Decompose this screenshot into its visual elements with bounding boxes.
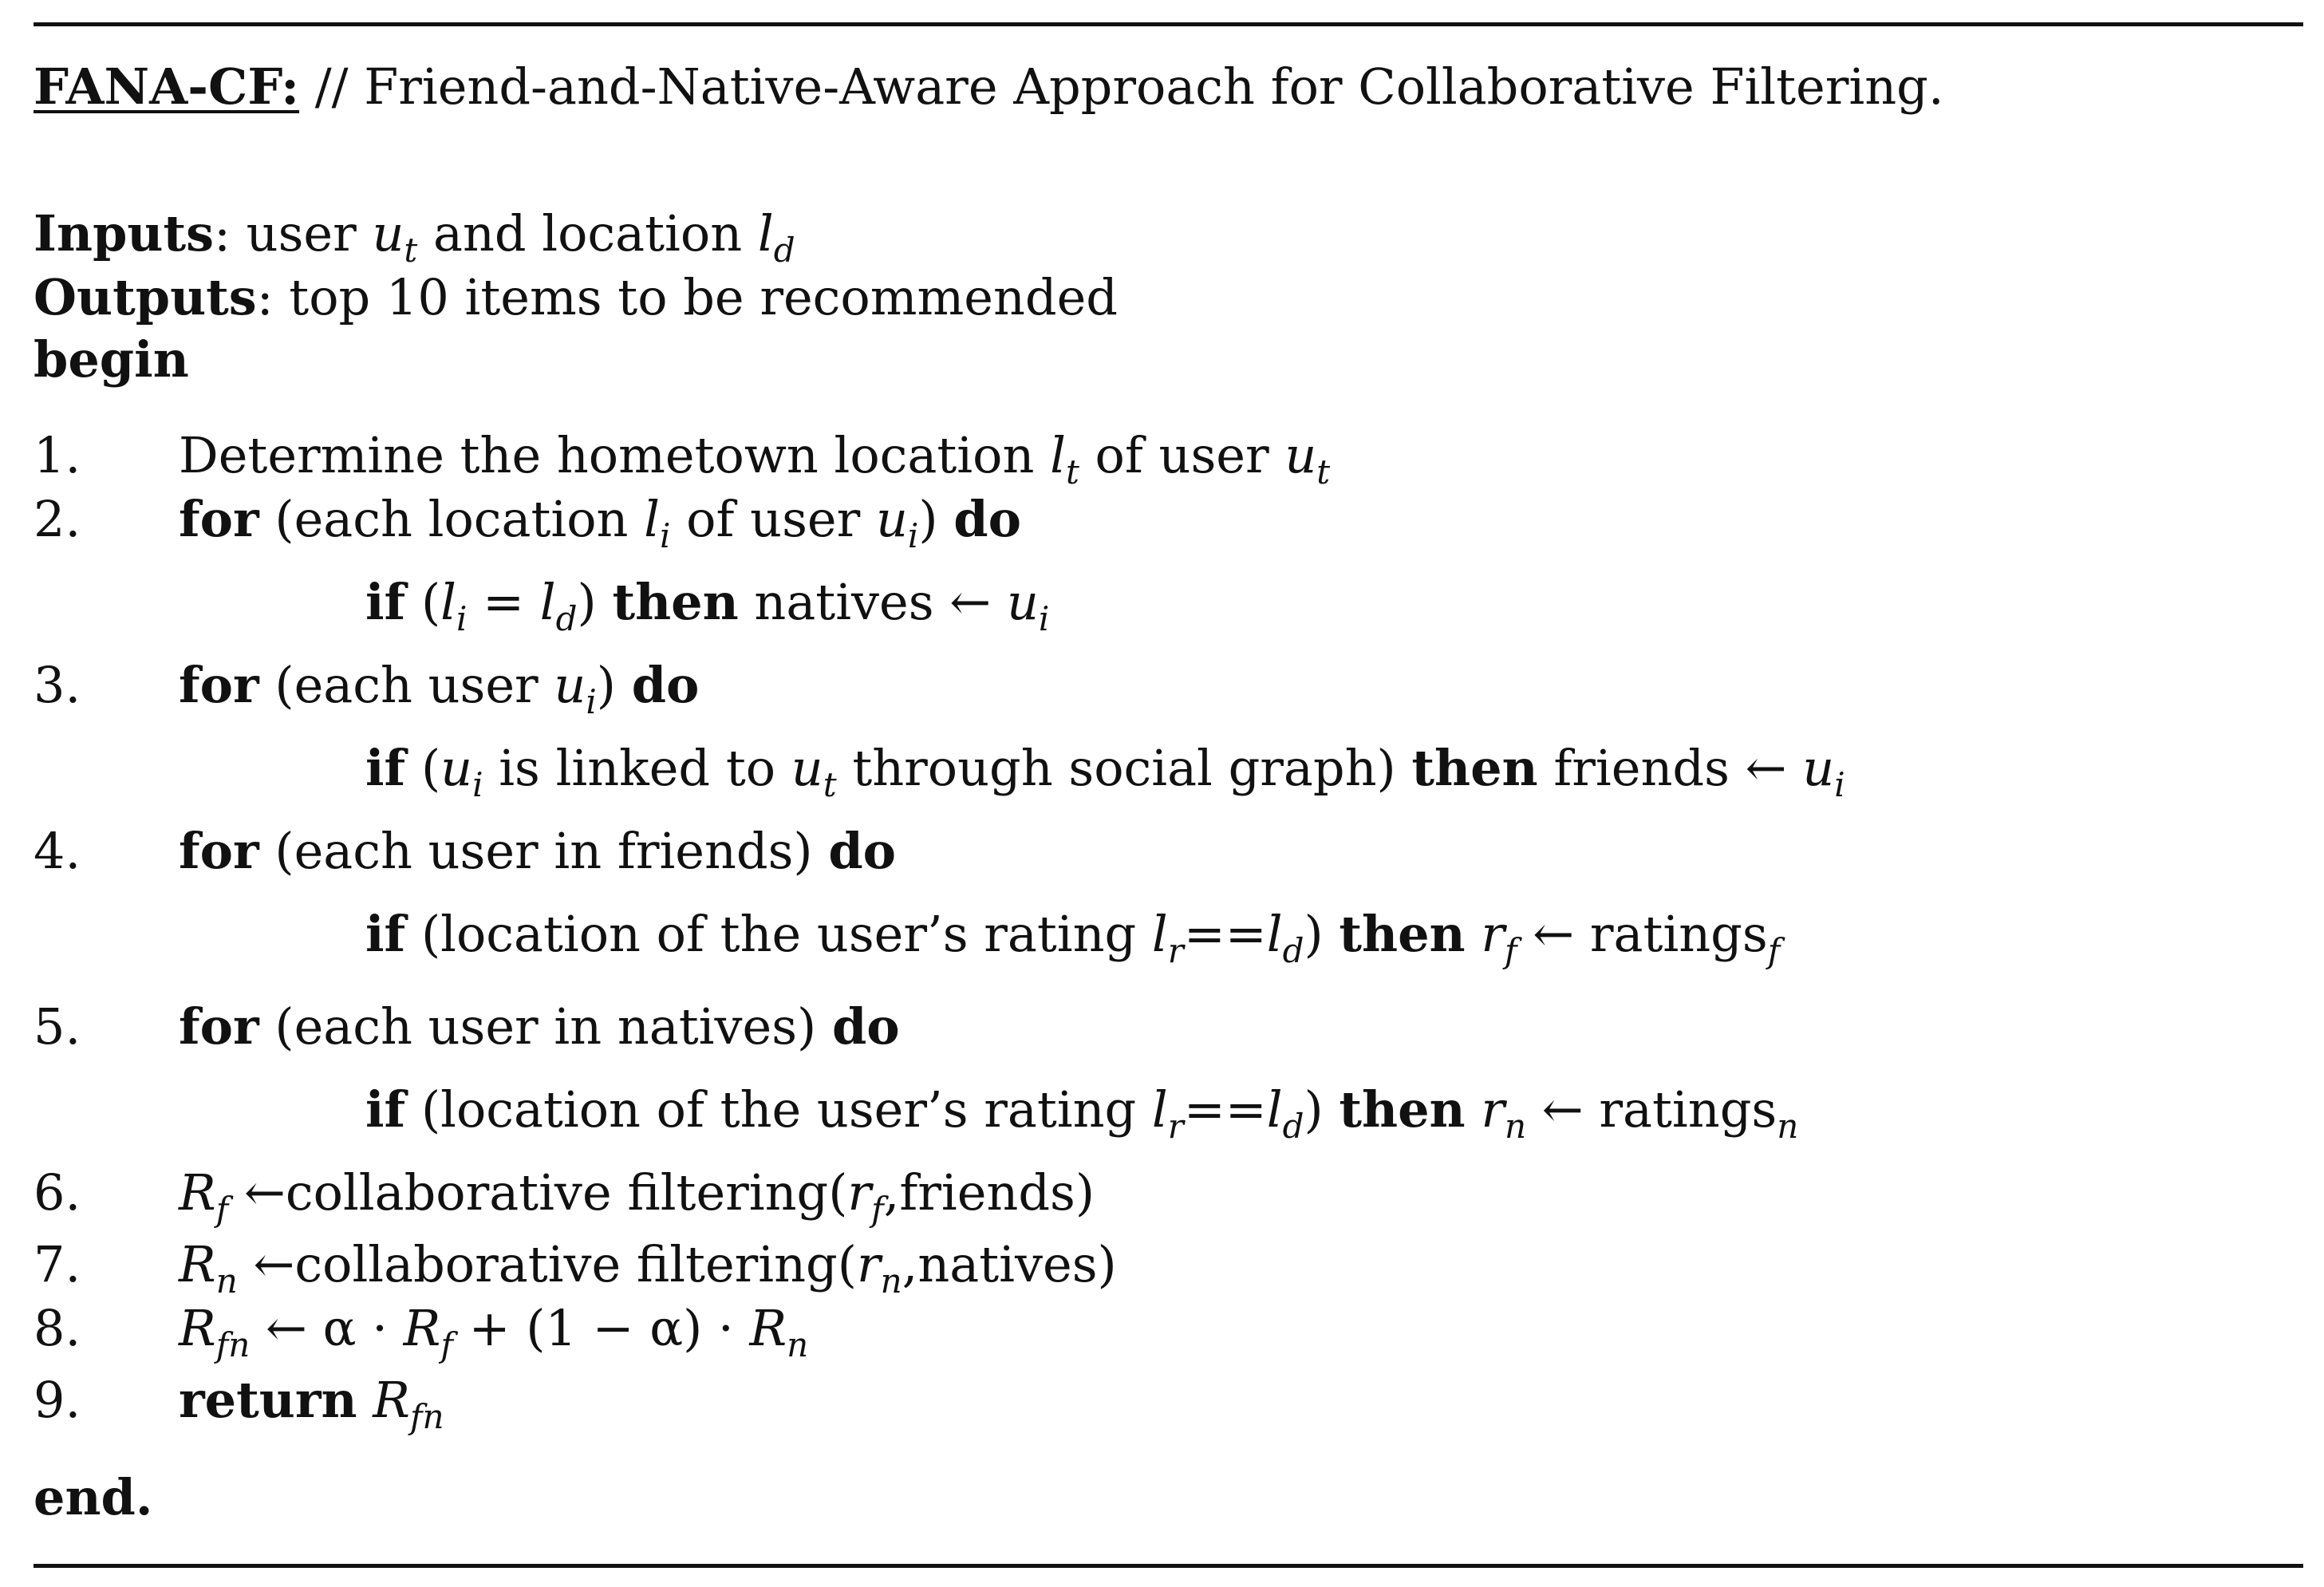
step-7: $R_n$ ←collaborative $filtering(r_n,natives)$ <box>179 1235 1117 1301</box>
step-number-4: 4. <box>34 822 81 880</box>
step-5-if: if (location of the user’s rating $l_r==l_d$) then $r_n$ ← ratings$_n$ <box>365 1080 1799 1146</box>
step-number-2: 2. <box>34 490 81 548</box>
outputs-line: Outputs: top 10 items to be recommended <box>34 268 1118 326</box>
step-number-6: 6. <box>34 1163 81 1222</box>
step-number-9: 9. <box>34 1371 81 1429</box>
step-6: $R_f$ ←collaborative $filtering(r_f,friends)$ <box>179 1163 1095 1229</box>
step-4-if: if (location of the user’s rating $l_r==l_d$) then $r_f$ ← ratings$_f$ <box>365 905 1781 970</box>
algorithm-comment: // Friend-and-Native-Aware Approach for Collaborative Filtering. <box>314 57 1944 116</box>
step-number-8: 8. <box>34 1299 81 1357</box>
step-3-if: if ($u_i$ is linked to $u_t$ through social graph) then friends ← $u_i$ <box>365 739 1845 804</box>
step-number-1: 1. <box>34 426 81 484</box>
algorithm-title <box>34 57 1944 116</box>
step-5: for (each user in natives) do <box>179 997 900 1056</box>
bottom-rule <box>34 1564 2303 1568</box>
step-number-5: 5. <box>34 997 81 1056</box>
inputs-label: Inputs <box>34 204 215 263</box>
step-4: for (each user in friends) do <box>179 822 897 880</box>
step-9: return $R_{fn}$ <box>179 1371 444 1436</box>
end-keyword: end. <box>34 1468 153 1526</box>
step-1: Determine the hometown location $l_t$ of user $u_t$ <box>179 426 1331 491</box>
step-3: for (each user $u_i$) do <box>179 656 700 721</box>
top-rule <box>34 22 2303 26</box>
step-2: for (each location $l_i$ of user $u_i$) do <box>179 490 1021 555</box>
step-2-if: if $(l_i = l_d)$ then natives ← $u_i$ <box>365 573 1050 638</box>
step-number-7: 7. <box>34 1235 81 1293</box>
inputs-line: Inputs: user $u_t$ and location $l_d$ <box>34 204 795 270</box>
step-8: $R_{fn}$ ← $\alpha \cdot R_f + (1 - \alpha) \cdot R_n$ <box>179 1299 809 1364</box>
step-number-3: 3. <box>34 656 81 714</box>
begin-keyword: begin <box>34 330 189 389</box>
algorithm-name: FANA-CF: <box>34 57 300 116</box>
outputs-label: Outputs <box>34 268 257 326</box>
